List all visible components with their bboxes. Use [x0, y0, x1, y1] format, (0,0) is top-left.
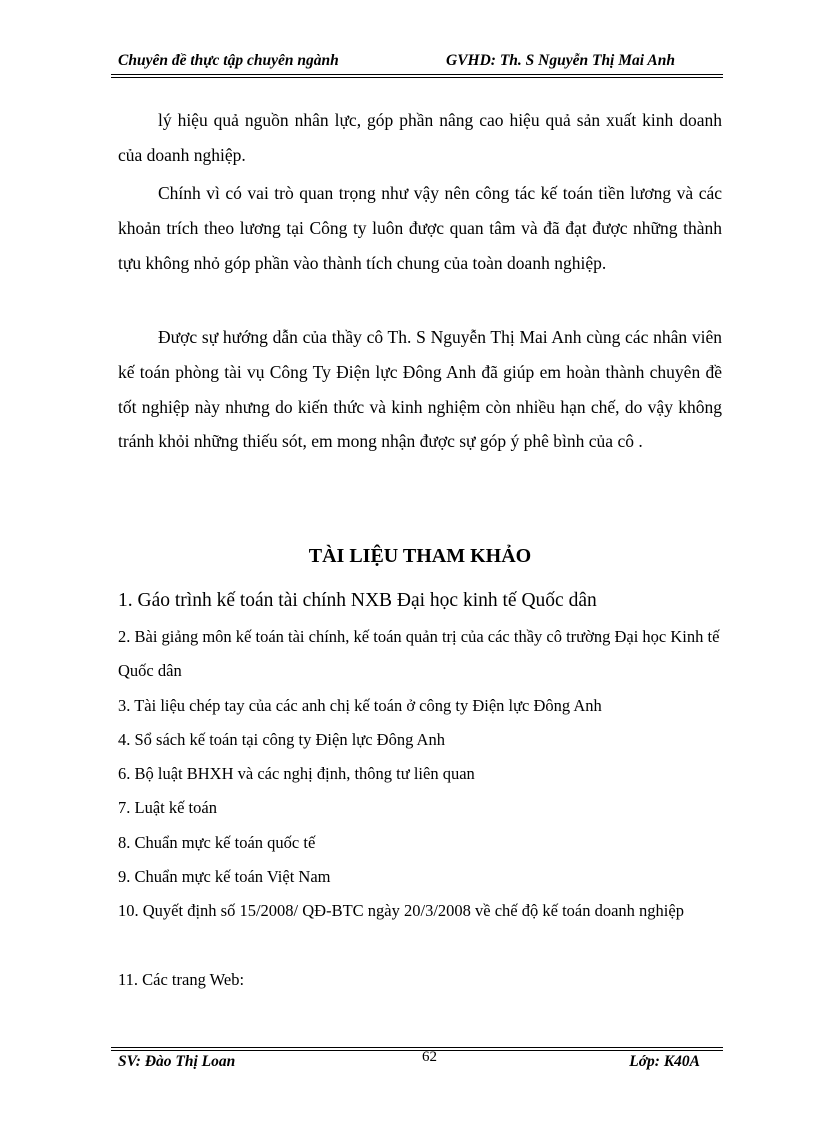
- body-paragraph-3: Được sự hướng dẫn của thầy cô Th. S Nguyễn Thị Mai Anh cùng các nhân viên kế toán phòng tài vụ Công Ty Điện lực Đông Anh đã giúp em hoàn thành chuyên đề tốt nghiệp này nhưng do kiến thức và kinh nghiệm còn nhiều hạn chế, do vậy không tránh khỏi những thiếu sót, em mong nhận được sự góp ý phê bình của cô .: [118, 327, 722, 452]
- footer-divider: [111, 1047, 723, 1051]
- reference-item: 11. Các trang Web:: [118, 970, 245, 989]
- reference-item: 6. Bộ luật BHXH và các nghị định, thông tư liên quan: [118, 764, 475, 783]
- header-divider: [111, 74, 723, 78]
- reference-item: 7. Luật kế toán: [118, 798, 217, 817]
- header-course-title: Chuyên đề thực tập chuyên ngành: [118, 52, 339, 69]
- footer-class: Lớp: K40A: [629, 1053, 700, 1070]
- reference-item: 10. Quyết định số 15/2008/ QĐ-BTC ngày 20/3/2008 về chế độ kế toán doanh nghiệp: [118, 901, 684, 920]
- header-advisor: GVHD: Th. S Nguyễn Thị Mai Anh: [446, 52, 675, 69]
- reference-item: 4. Sổ sách kế toán tại công ty Điện lực Đông Anh: [118, 730, 445, 749]
- body-paragraph-1: lý hiệu quả nguồn nhân lực, góp phần nâng cao hiệu quả sản xuất kinh doanh của doanh nghiệp.: [118, 110, 722, 165]
- reference-item: 9. Chuẩn mực kế toán Việt Nam: [118, 867, 331, 886]
- reference-item: 3. Tài liệu chép tay của các anh chị kế toán ở công ty Điện lực Đông Anh: [118, 696, 602, 715]
- reference-item: 8. Chuẩn mực kế toán quốc tế: [118, 833, 316, 852]
- body-paragraph-2: Chính vì có vai trò quan trọng như vậy nên công tác kế toán tiền lương và các khoản trích theo lương tại Công ty luôn được quan tâm và đã đạt được những thành tựu không nhỏ góp phần vào thành tích chung của toàn doanh nghiệp.: [118, 183, 722, 273]
- footer-student: SV: Đào Thị Loan: [118, 1053, 236, 1070]
- reference-item: 1. Gáo trình kế toán tài chính NXB Đại học kinh tế Quốc dân: [118, 590, 597, 611]
- page-number: 62: [422, 1049, 437, 1065]
- reference-item: 2. Bài giảng môn kế toán tài chính, kế toán quản trị của các thầy cô trường Đại học Kinh tế Quốc dân: [118, 627, 720, 680]
- page-header: [118, 52, 722, 74]
- page-footer: [118, 1049, 722, 1075]
- references-title: TÀI LIỆU THAM KHẢO: [308, 545, 532, 567]
